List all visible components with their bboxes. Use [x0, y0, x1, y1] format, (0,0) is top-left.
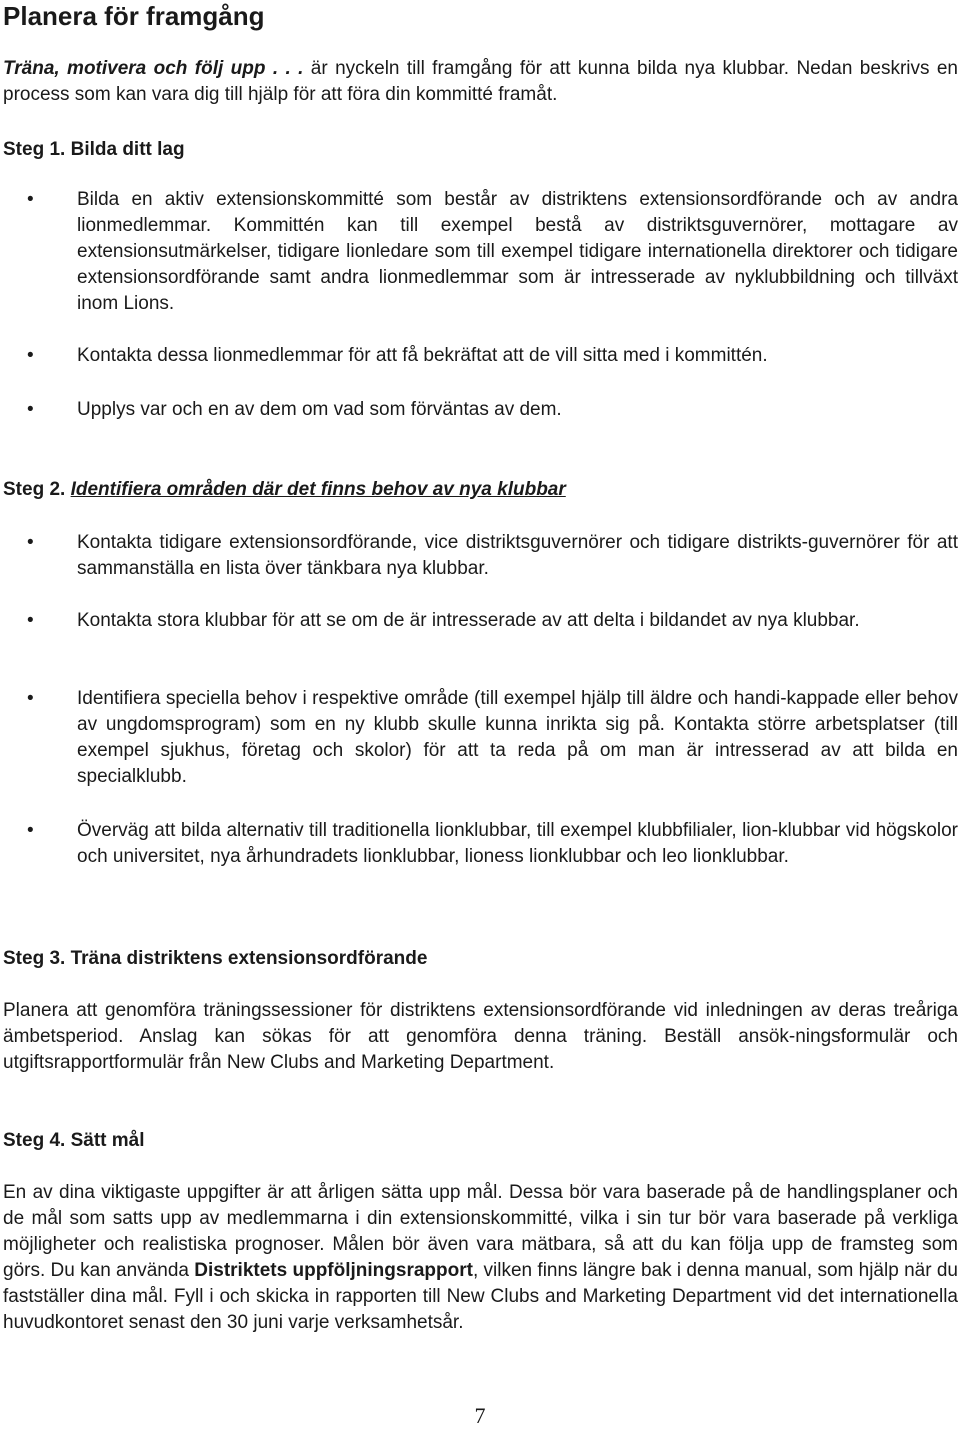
step1-label: Steg 1. [3, 139, 66, 160]
district-report-link-text: Distriktets uppföljningsrapport [194, 1260, 473, 1281]
step2-heading [3, 477, 566, 503]
step4-body: En av dina viktigaste uppgifter är att årligen sätta upp mål. Dessa bör vara baserade på de handlingsplaner och de mål som satts upp av medlemmarna i din extensionskommitté, vilka i sin tur bör vara baserade på verkliga möjligheter och realistiska prognoser. Målen bör även vara mätbara, så att du kan följa upp de framsteg som görs. Du kan använda Distriktets uppföljningsrapport, vilken finns längre bak i denna manual, som hjälp när du fastställer dina mål. Fyll i och skicka in rapporten till New Clubs and Marketing Department vid det internationella huvudkontoret senast den 30 juni varje verksamhetsår. [3, 1182, 958, 1333]
list-item: • Identifiera speciella behov i respektive område (till exempel hjälp till äldre och handi-kappade eller behov av ungdomsprogram) som en ny klubb skulle kunna inrikta sig på. Kontakta större arbetsplatser (till exempel sjukhus, företag och skolor) för att ta reda på om man är intresserad av att bilda en specialklubb. [27, 688, 958, 787]
step1-title: Bilda ditt lag [65, 139, 185, 160]
step3-title: Träna distriktens extensionsordförande [65, 948, 428, 969]
list-item: • Kontakta stora klubbar för att se om de är intresserade av att delta i bildandet av nya klubbar. [0, 608, 958, 634]
step2-list-3 [0, 686, 958, 790]
list-item: • Överväg att bilda alternativ till traditionella lionklubbar, till exempel klubbfilialer, lion-klubbar vid högskolor och universitet, nya århundradets lionklubbar, lioness lionklubbar och leo lionklubbar. [27, 820, 958, 867]
step4-title: Sätt mål [65, 1130, 145, 1151]
list-item: • Upplys var och en av dem om vad som förväntas av dem. [0, 397, 958, 423]
step3-body: Planera att genomföra träningssessioner för distriktens extensionsordförande vid inledningen av deras treåriga ämbetsperiod. Anslag kan sökas för att genomföra denna träning. Beställ ansök-ningsformulär och utgiftsrapportformulär från New Clubs and Marketing Department. [3, 1000, 958, 1073]
bullet-icon: • [27, 189, 34, 210]
step2-list-4 [0, 818, 958, 870]
step2-label: Steg 2. [3, 479, 66, 500]
step2-list-1 [0, 530, 958, 582]
step1-heading [3, 137, 185, 163]
page-title: Planera för framgång [3, 1, 265, 31]
intro-lead: Träna, motivera och följ upp . . . [3, 58, 304, 79]
step3-heading [3, 946, 427, 972]
list-item: • Kontakta dessa lionmedlemmar för att få bekräftat att de vill sitta med i kommittén. [0, 343, 958, 369]
intro-text: är nyckeln till framgång för att kunna bilda nya klubbar. Nedan beskrivs en process som kan vara dig till hjälp för att föra din kommitté framåt. [3, 58, 958, 105]
step1-list [0, 187, 958, 317]
intro-paragraph [3, 56, 958, 108]
bullet-icon: • [27, 345, 34, 366]
page-number: 7 [474, 1403, 486, 1428]
step1-list-2 [0, 343, 958, 369]
step4-heading [3, 1128, 145, 1154]
step2-list-2 [0, 608, 958, 634]
step2-title: Identifiera områden där det finns behov av nya klubbar [70, 479, 566, 500]
step3-label: Steg 3. [3, 948, 66, 969]
bullet-icon: • [27, 688, 34, 709]
list-item: • Bilda en aktiv extensionskommitté som består av distriktens extensionsordförande och av andra lionmedlemmar. Kommittén kan till exempel bestå av distriktsguvernörer, mottagare av extensionsutmärkelser, tidigare lionledare som till exempel tidigare internationella direktorer och tidigare extensionsordförande samt andra lionmedlemmar som är intresserade av nyklubbildning och tillväxt inom Lions. [27, 189, 958, 314]
step4-label: Steg 4. [3, 1130, 66, 1151]
bullet-icon: • [27, 820, 34, 841]
bullet-icon: • [27, 399, 34, 420]
step1-list-3 [0, 397, 958, 423]
bullet-icon: • [27, 532, 34, 553]
bullet-icon: • [27, 610, 34, 631]
list-item: • Kontakta tidigare extensionsordförande, vice distriktsguvernörer och tidigare distrikts-guvernörer för att sammanställa en lista över tänkbara nya klubbar. [27, 532, 958, 579]
